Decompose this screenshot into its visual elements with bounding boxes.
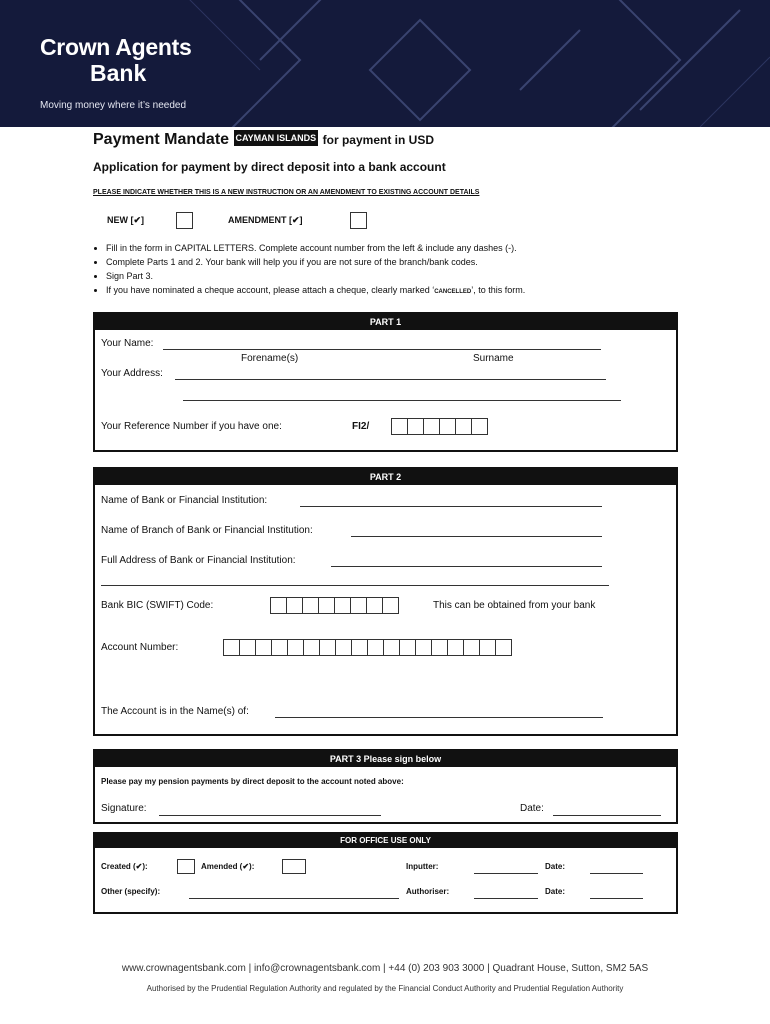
bank-name-field[interactable] — [300, 506, 602, 507]
title-main: Payment Mandate — [93, 131, 230, 148]
reference-label: Your Reference Number if you have one: — [101, 421, 282, 432]
office-section — [93, 832, 678, 914]
bic-note: This can be obtained from your bank — [433, 600, 596, 611]
authoriser-label: Authoriser: — [406, 887, 450, 896]
part3-date-field[interactable] — [553, 815, 661, 816]
logo-bank: Bank — [90, 60, 147, 86]
date1-label: Date: — [545, 862, 566, 871]
part2-section — [93, 467, 678, 736]
new-checkbox[interactable] — [176, 212, 193, 229]
authoriser-field[interactable] — [474, 898, 538, 899]
inputter-label: Inputter: — [406, 862, 439, 871]
bic-label: Bank BIC (SWIFT) Code: — [101, 600, 214, 611]
logo-crown-agents: Crown Agents — [40, 34, 192, 60]
instruction-item — [106, 283, 666, 299]
header-banner — [0, 0, 770, 127]
amended-checkbox[interactable] — [282, 859, 306, 874]
account-number-boxes[interactable] — [224, 639, 512, 656]
instruction-item: • Sign Part 3. — [106, 269, 666, 283]
account-name-field[interactable] — [275, 717, 603, 718]
instruction-item: • Complete Parts 1 and 2. Your bank will help you if you are not sure of the branch/bank codes. — [106, 255, 666, 269]
inputter-field[interactable] — [474, 873, 538, 874]
footer-contact: www.crownagentsbank.com | info@crownagentsbank.com | +44 (0) 203 903 3000 | Quadrant House, Sutton, SM2 5AS — [121, 963, 649, 974]
office-heading: FOR OFFICE USE ONLY — [95, 834, 676, 848]
reference-number-boxes[interactable] — [392, 418, 488, 435]
footer-regulation: Authorised by the Prudential Regulation Authority and regulated by the Financial Conduct Authority and Prudential Regulation Authority — [146, 984, 624, 993]
created-checkbox[interactable] — [177, 859, 195, 874]
part3-date-label: Date: — [520, 803, 544, 814]
country-badge: CAYMAN ISLANDS — [234, 130, 319, 146]
full-address-field-2[interactable] — [101, 585, 609, 586]
part1-section — [93, 312, 678, 452]
part2-heading: PART 2 — [95, 469, 676, 485]
branch-name-label: Name of Branch of Bank or Financial Institution: — [101, 525, 313, 536]
part3-heading: PART 3 Please sign below — [95, 751, 676, 767]
bic-code-boxes[interactable] — [271, 597, 399, 614]
amended-label: Amended (✔): — [201, 862, 255, 871]
signature-label: Signature: — [101, 803, 147, 814]
part3-section — [93, 749, 678, 824]
amendment-label: AMENDMENT [✔] — [228, 215, 303, 225]
instructions-list — [90, 241, 666, 299]
surname-label: Surname — [473, 353, 514, 364]
your-name-field[interactable] — [163, 349, 601, 350]
instruction-item: • Fill in the form in CAPITAL LETTERS. Complete account number from the left & include any dashes (-). — [106, 241, 666, 255]
amendment-checkbox[interactable] — [350, 212, 367, 229]
title-rest: for payment in USD — [322, 133, 434, 147]
part3-instruction: Please pay my pension payments by direct deposit to the account noted above: — [101, 777, 404, 786]
tagline: Moving money where it’s needed — [40, 100, 187, 111]
reference-prefix: FI2/ — [352, 421, 370, 432]
other-label: Other (specify): — [101, 887, 161, 896]
instruction4-before: If you have nominated a cheque account, please attach a cheque, clearly marked ‘ — [106, 285, 435, 295]
part1-heading: PART 1 — [95, 314, 676, 330]
date1-field[interactable] — [590, 873, 643, 874]
other-field[interactable] — [189, 898, 399, 899]
created-label: Created (✔): — [101, 862, 148, 871]
indicate-instruction: PLEASE INDICATE WHETHER THIS IS A NEW INSTRUCTION OR AN AMENDMENT TO EXISTING ACCOUNT DETAILS — [93, 189, 480, 196]
your-address-label: Your Address: — [101, 368, 163, 379]
page-title — [93, 131, 434, 149]
forename-label: Forename(s) — [241, 353, 299, 364]
subtitle: Application for payment by direct deposit into a bank account — [93, 160, 446, 174]
account-number-label: Account Number: — [101, 642, 179, 653]
full-address-field[interactable] — [331, 566, 602, 567]
instruction4-after: ’, to this form. — [471, 285, 526, 295]
date2-field[interactable] — [590, 898, 643, 899]
new-label: NEW [✔] — [107, 215, 145, 225]
branch-name-field[interactable] — [351, 536, 602, 537]
your-address-field-2[interactable] — [183, 400, 621, 401]
your-name-label: Your Name: — [101, 338, 154, 349]
date2-label: Date: — [545, 887, 566, 896]
your-address-field[interactable] — [175, 379, 606, 380]
account-name-label: The Account is in the Name(s) of: — [101, 706, 249, 717]
cancelled-word: CANCELLED — [434, 289, 472, 295]
signature-field[interactable] — [159, 815, 381, 816]
full-address-label: Full Address of Bank or Financial Institution: — [101, 555, 296, 566]
bank-name-label: Name of Bank or Financial Institution: — [101, 495, 268, 506]
